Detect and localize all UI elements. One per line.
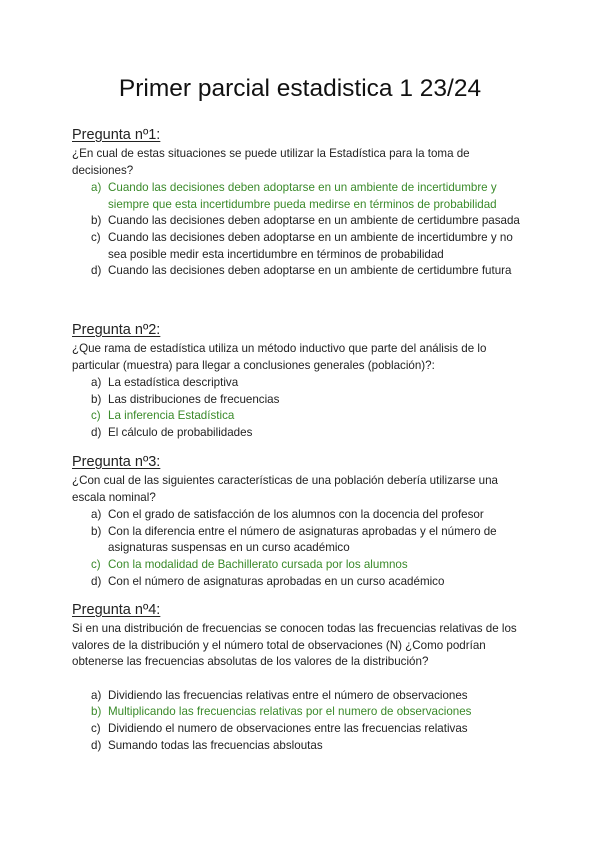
option-label: d) bbox=[91, 574, 102, 588]
document-title: Primer parcial estadistica 1 23/24 bbox=[118, 75, 482, 102]
option-text: Las distribuciones de frecuencias bbox=[108, 392, 280, 406]
option-label: b) bbox=[91, 524, 102, 538]
option-text: El cálculo de probabilidades bbox=[108, 425, 253, 439]
option-text: La estadística descriptiva bbox=[108, 376, 239, 390]
question-2 bbox=[72, 321, 532, 442]
option-text: Con la modalidad de Bachillerato cursada por los alumnos bbox=[108, 557, 408, 571]
option-text: Cuando las decisiones deben adoptarse en un ambiente de certidumbre futura bbox=[108, 264, 512, 278]
option-text: Sumando todas las frecuencias absloutas bbox=[108, 738, 323, 752]
question-heading: Pregunta nº2: bbox=[72, 322, 161, 338]
option-item bbox=[72, 507, 532, 524]
option-text: Con el grado de satisfacción de los alumnos con la docencia del profesor bbox=[108, 508, 484, 522]
option-label: a) bbox=[91, 508, 102, 522]
option-item bbox=[72, 375, 532, 392]
option-item bbox=[72, 263, 532, 280]
option-item bbox=[72, 392, 532, 409]
options-list bbox=[72, 507, 532, 590]
question-heading: Pregunta nº4: bbox=[72, 602, 161, 618]
options-list bbox=[72, 688, 532, 754]
option-item bbox=[72, 425, 532, 442]
option-label: b) bbox=[91, 705, 102, 719]
option-label: c) bbox=[91, 721, 101, 735]
option-item bbox=[72, 213, 532, 230]
option-item bbox=[72, 524, 532, 557]
question-1 bbox=[72, 126, 532, 280]
option-label: a) bbox=[91, 688, 102, 702]
question-text: ¿En cual de estas situaciones se puede utilizar la Estadística para la toma de decisiones? bbox=[72, 147, 470, 177]
option-text: Cuando las decisiones deben adoptarse en un ambiente de incertidumbre y siempre que esta incertidumbre pueda medirse en términos de probabilidad bbox=[108, 181, 497, 211]
question-heading: Pregunta nº3: bbox=[72, 454, 161, 470]
question-4 bbox=[72, 601, 532, 754]
question-text: ¿Que rama de estadística utiliza un método inductivo que parte del análisis de lo particular (muestra) para llegar a conclusiones generales (población)?: bbox=[72, 342, 487, 372]
option-label: a) bbox=[91, 376, 102, 390]
option-item bbox=[72, 557, 532, 574]
option-text: Con el número de asignaturas aprobadas en un curso académico bbox=[108, 574, 445, 588]
option-item bbox=[72, 180, 532, 213]
options-list bbox=[72, 375, 532, 441]
option-item bbox=[72, 721, 532, 738]
option-label: c) bbox=[91, 557, 101, 571]
question-text: ¿Con cual de las siguientes características de una población debería utilizarse una escala nominal? bbox=[72, 474, 498, 504]
option-label: d) bbox=[91, 264, 102, 278]
option-text: Multiplicando las frecuencias relativas por el numero de observaciones bbox=[108, 705, 472, 719]
question-text: Si en una distribución de frecuencias se conocen todas las frecuencias relativas de los valores de la distribución y el número total de observaciones (N) ¿Como podrían obtenerse las frecuencias absolutas de los valores de la distribución? bbox=[72, 622, 517, 669]
option-label: c) bbox=[91, 409, 101, 423]
option-text: Con la diferencia entre el número de asignaturas aprobadas y el número de asignaturas suspensas en un curso académico bbox=[108, 524, 497, 555]
option-item bbox=[72, 230, 532, 263]
option-label: c) bbox=[91, 230, 101, 244]
option-item bbox=[72, 408, 532, 425]
option-item bbox=[72, 738, 532, 755]
question-3 bbox=[72, 453, 532, 590]
option-label: a) bbox=[91, 181, 102, 195]
option-label: b) bbox=[91, 214, 102, 228]
option-text: Cuando las decisiones deben adoptarse en un ambiente de incertidumbre y no sea posible medir esta incertidumbre en términos de probabilidad bbox=[108, 230, 513, 261]
option-text: Dividiendo el numero de observaciones entre las frecuencias relativas bbox=[108, 721, 468, 735]
option-label: d) bbox=[91, 738, 102, 752]
options-list bbox=[72, 180, 532, 280]
option-label: d) bbox=[91, 425, 102, 439]
option-label: b) bbox=[91, 392, 102, 406]
option-text: Dividiendo las frecuencias relativas entre el número de observaciones bbox=[108, 688, 468, 702]
option-item bbox=[72, 574, 532, 591]
option-item bbox=[72, 688, 532, 705]
option-text: La inferencia Estadística bbox=[108, 409, 235, 423]
option-item bbox=[72, 704, 532, 721]
question-heading: Pregunta nº1: bbox=[72, 127, 161, 143]
option-text: Cuando las decisiones deben adoptarse en un ambiente de certidumbre pasada bbox=[108, 214, 520, 228]
